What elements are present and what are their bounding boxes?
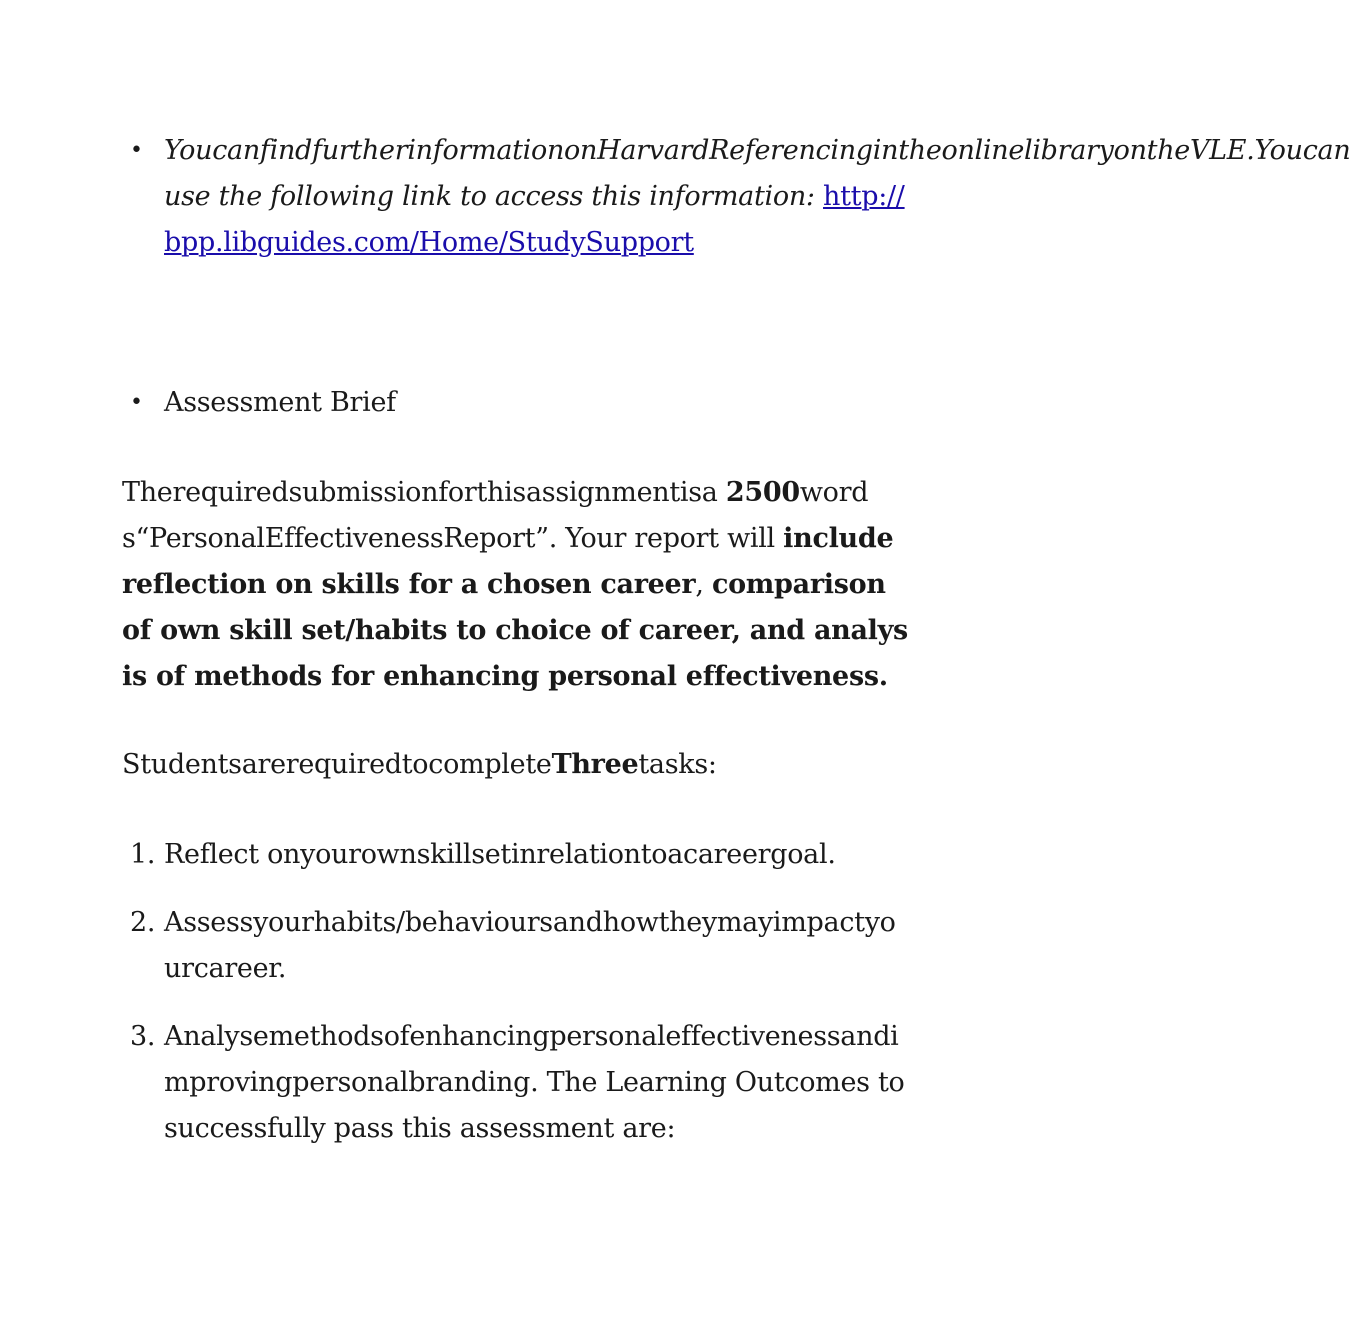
- harvard-referencing-text: YoucanfindfurtherinformationonHarvardReferencingintheonlinelibraryontheVLE.Youcan use the following link to access this information:: [164, 135, 1350, 212]
- task-count: Three: [551, 749, 639, 780]
- harvard-referencing-bullet: [122, 128, 1350, 266]
- task-list: [122, 832, 912, 1174]
- task-text: Reflect onyourownskillsetinrelationtoacareergoal.: [164, 839, 836, 870]
- assessment-brief-heading: Assessment Brief: [164, 387, 396, 418]
- reflection-requirement: include reflection on skills for a chosen career: [122, 523, 894, 600]
- report-title-text: words“PersonalEffectivenessReport”. Your report will: [122, 477, 869, 554]
- task-number: 3.: [130, 1021, 156, 1052]
- assessment-brief-bullet-list: [122, 380, 912, 426]
- submission-requirement-paragraph: [122, 470, 912, 700]
- word-count: 2500: [725, 477, 800, 508]
- task-item-1: [122, 832, 912, 878]
- tasks-intro-text: Studentsarerequiredtocomplete: [122, 749, 552, 780]
- task-number: 2.: [130, 907, 156, 938]
- tasks-intro-suffix: tasks:: [638, 749, 717, 780]
- tasks-intro-paragraph: [122, 742, 912, 788]
- study-support-link[interactable]: http://bpp.libguides.com/Home/StudySupport: [164, 181, 905, 258]
- comparison-requirement: comparison of own skill set/habits to choice of career, and analysis of methods for enhancing personal effectiveness.: [122, 569, 908, 692]
- task-text: Analysemethodsofenhancingpersonaleffectivenessandimprovingpersonalbranding. The Learning Outcomes to successfully pass this assessment are:: [164, 1021, 905, 1144]
- bullet-marker: •: [130, 138, 143, 163]
- separator: ,: [695, 569, 712, 600]
- assessment-brief-bullet: [122, 380, 912, 426]
- task-item-3: [122, 1014, 912, 1152]
- bullet-marker: •: [130, 390, 143, 415]
- task-text: Assessyourhabits/behavioursandhowtheymayimpactyourcareer.: [164, 907, 896, 984]
- info-bullet-list: [122, 128, 1350, 266]
- task-item-2: [122, 900, 912, 992]
- submission-text: Therequiredsubmissionforthisassignmentisa: [122, 477, 726, 508]
- task-number: 1.: [130, 839, 156, 870]
